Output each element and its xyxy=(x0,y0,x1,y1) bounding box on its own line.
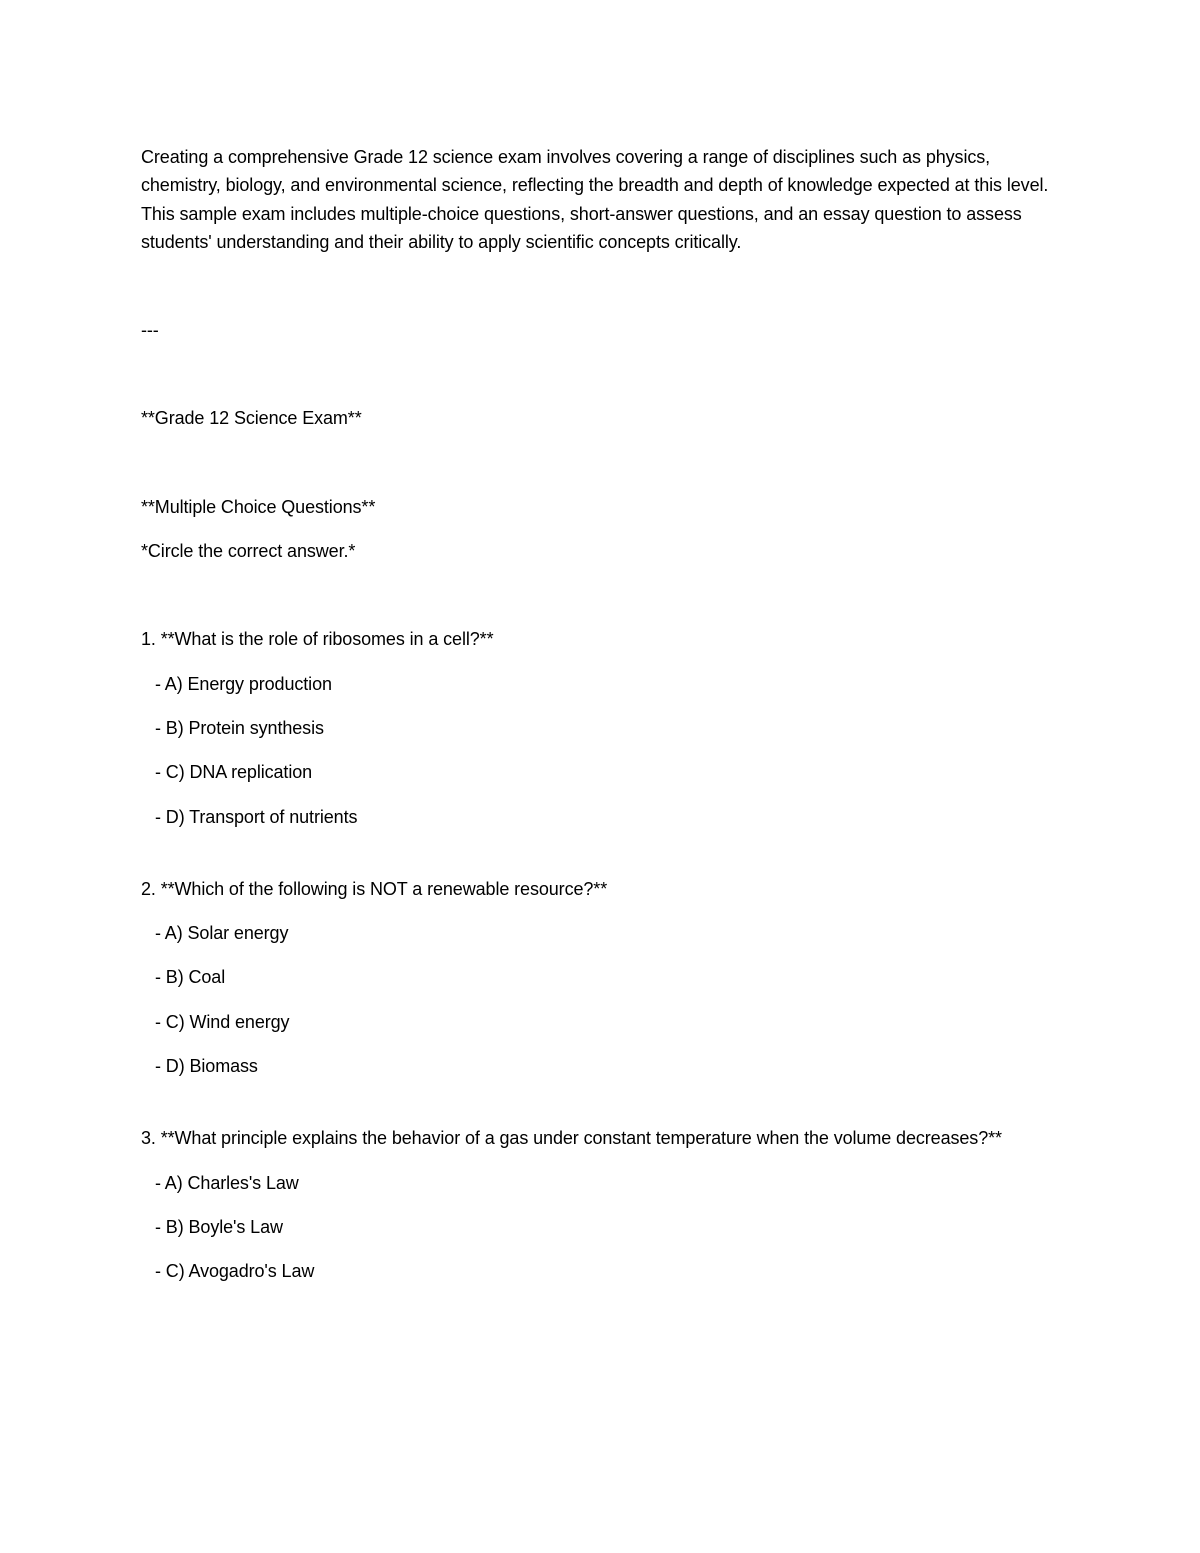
answer-option: - C) DNA replication xyxy=(155,762,313,783)
question-text: 1. **What is the role of ribosomes in a cell?** xyxy=(141,629,494,650)
answer-option: - C) Avogadro's Law xyxy=(155,1261,315,1282)
question-text: 2. **Which of the following is NOT a renewable resource?** xyxy=(141,878,608,899)
question-3 xyxy=(141,1124,1061,1285)
intro-paragraph: Creating a comprehensive Grade 12 science exam involves covering a range of disciplines such as physics, chemistry, biology, and environmental science, reflecting the breadth and depth of knowledge expected at this level. This sample exam includes multiple-choice questions, short-answer questions, and an essay question to assess students' understanding and their ability to apply scientific concepts critically. xyxy=(141,147,1049,252)
exam-title: **Grade 12 Science Exam** xyxy=(141,408,362,429)
answer-option: - A) Charles's Law xyxy=(155,1172,299,1193)
divider-text: --- xyxy=(141,320,159,341)
question-2 xyxy=(141,875,1061,1080)
answer-option: - D) Transport of nutrients xyxy=(155,806,358,827)
answer-option: - C) Wind energy xyxy=(155,1011,290,1032)
document-body xyxy=(141,143,1061,1330)
answer-option: - B) Coal xyxy=(155,967,226,988)
answer-option: - A) Solar energy xyxy=(155,923,289,944)
answer-option: - B) Protein synthesis xyxy=(155,717,324,738)
answer-option: - D) Biomass xyxy=(155,1056,258,1077)
question-1 xyxy=(141,625,1061,830)
section-heading: **Multiple Choice Questions** xyxy=(141,496,376,517)
answer-option: - A) Energy production xyxy=(155,673,332,694)
question-text: 3. **What principle explains the behavior of a gas under constant temperature when the volume decreases?** xyxy=(141,1128,1002,1149)
answer-option: - B) Boyle's Law xyxy=(155,1216,283,1237)
instruction-text: *Circle the correct answer.* xyxy=(141,541,356,562)
